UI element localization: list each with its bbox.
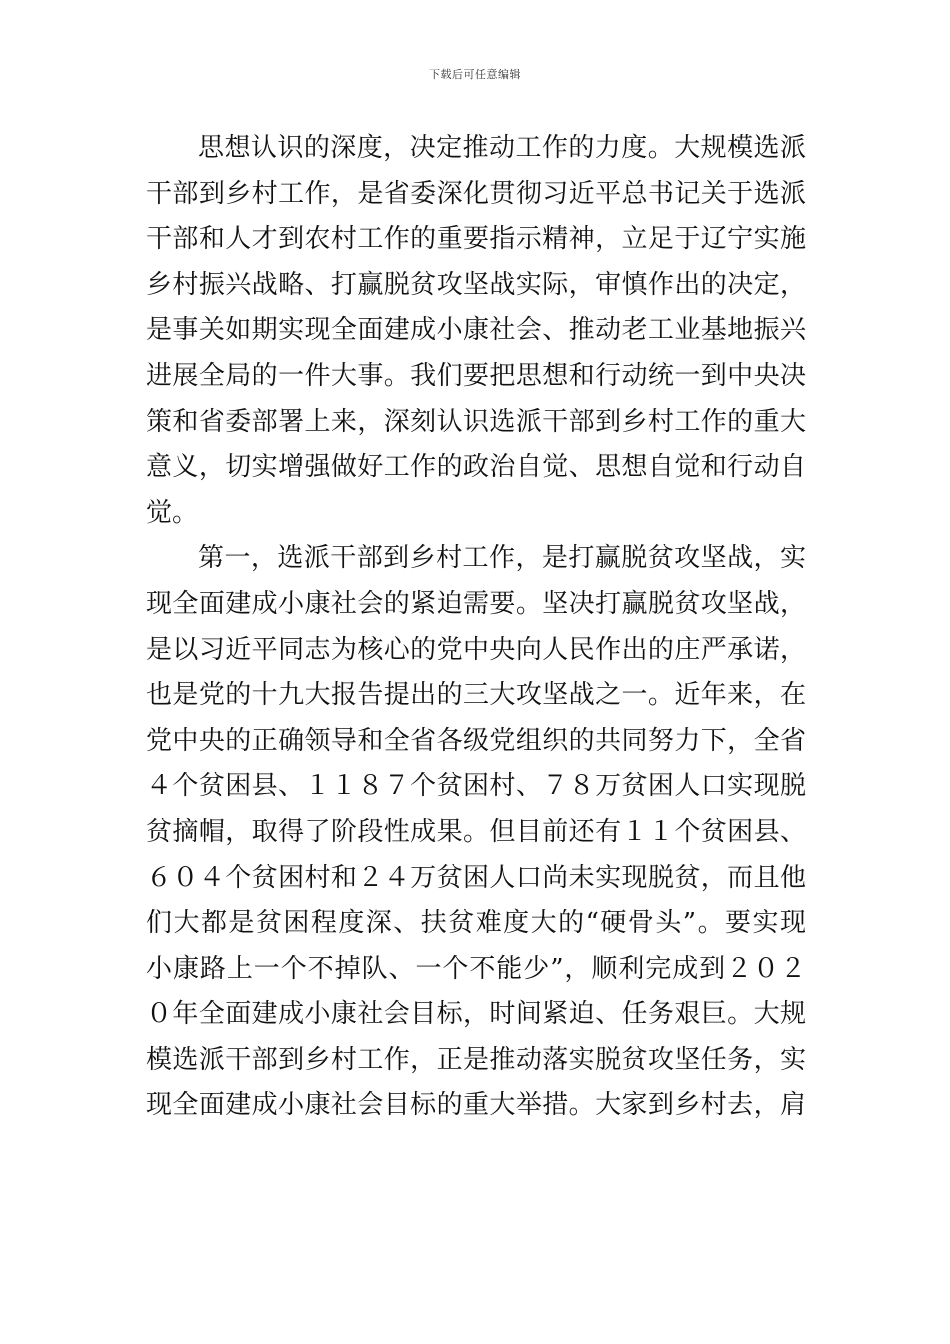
text-line: 也是党的十九大报告提出的三大攻坚战之一。近年来，在 bbox=[146, 680, 806, 711]
text-line: 贫摘帽，取得了阶段性成果。但目前还有１１个贫困县、 bbox=[146, 816, 806, 847]
paragraph-1 bbox=[146, 126, 806, 536]
text-line: 是事关如期实现全面建成小康社会、推动老工业基地振兴 bbox=[146, 315, 806, 346]
text-line: 意义，切实增强做好工作的政治自觉、思想自觉和行动自 bbox=[146, 452, 806, 483]
page-header: 下载后可任意编辑 bbox=[429, 68, 521, 81]
text-line: 干部和人才到农村工作的重要指示精神，立足于辽宁实施 bbox=[146, 224, 806, 255]
text-line: 思想认识的深度，决定推动工作的力度。大规模选派 bbox=[198, 133, 806, 163]
text-line: 觉。 bbox=[146, 497, 199, 528]
text-line: 党中央的正确领导和全省各级党组织的共同努力下，全省 bbox=[146, 725, 806, 756]
text-line: 乡村振兴战略、打赢脱贫攻坚战实际，审慎作出的决定， bbox=[146, 269, 806, 300]
paragraph-2 bbox=[146, 536, 806, 1129]
text-line: 干部到乡村工作，是省委深化贯彻习近平总书记关于选派 bbox=[146, 178, 806, 209]
text-line: 现全面建成小康社会的紧迫需要。坚决打赢脱贫攻坚战， bbox=[146, 588, 806, 619]
text-line: 进展全局的一件大事。我们要把思想和行动统一到中央决 bbox=[146, 360, 806, 391]
text-line: ０年全面建成小康社会目标，时间紧迫、任务艰巨。大规 bbox=[146, 999, 806, 1030]
text-line: 们大都是贫困程度深、扶贫难度大的“硬骨头”。要实现 bbox=[146, 908, 806, 939]
text-line: ４个贫困县、１１８７个贫困村、７８万贫困人口实现脱 bbox=[146, 771, 806, 802]
text-line: 策和省委部署上来，深刻认识选派干部到乡村工作的重大 bbox=[146, 406, 806, 437]
text-line: 第一，选派干部到乡村工作，是打赢脱贫攻坚战，实 bbox=[198, 543, 806, 574]
text-line: 是以习近平同志为核心的党中央向人民作出的庄严承诺， bbox=[146, 634, 806, 665]
text-line: 模选派干部到乡村工作，正是推动落实脱贫攻坚任务，实 bbox=[146, 1044, 806, 1075]
text-line: 现全面建成小康社会目标的重大举措。大家到乡村去，肩 bbox=[146, 1090, 806, 1121]
text-line: ６０４个贫困村和２４万贫困人口尚未实现脱贫，而且他 bbox=[146, 862, 806, 893]
document-body bbox=[146, 126, 806, 1129]
text-line: 小康路上一个不掉队、一个不能少”，顺利完成到２０２ bbox=[146, 953, 806, 984]
